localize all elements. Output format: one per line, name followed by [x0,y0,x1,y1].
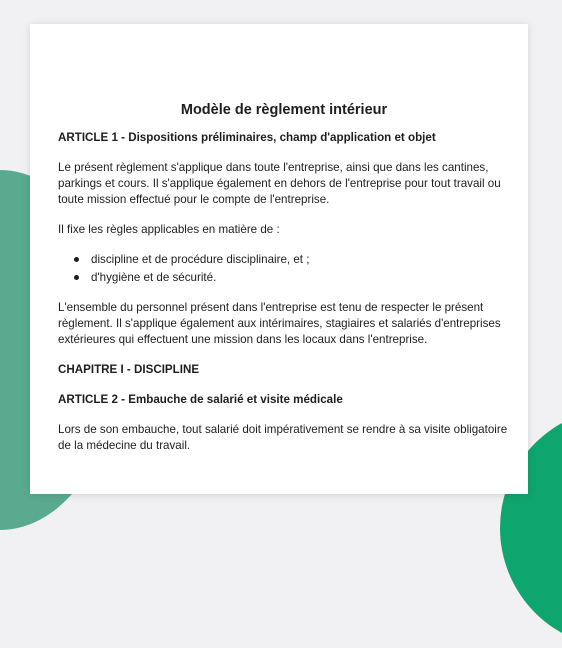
article1-paragraph-3: L'ensemble du personnel présent dans l'entreprise est tenu de respecter le présent règlement. Il s'applique également aux intérimaires, stagiaires et salariés d'entreprises extérieures qui effectuent une mission dans les locaux dans l'entreprise. [58,301,501,346]
list-item-text: d'hygiène et de sécurité. [91,271,217,284]
document-title: Modèle de règlement intérieur [180,102,388,118]
article1-paragraph-2: Il fixe les règles applicables en matière de : [58,223,280,236]
article1-heading: ARTICLE 1 - Dispositions préliminaires, champ d'application et objet [58,131,436,144]
article1-paragraph-1: Le présent règlement s'applique dans toute l'entreprise, ainsi que dans les cantines, parkings et cours. Il s'applique également en dehors de l'entreprise pour tout travail ou toute mission effectué pour le compte de l'entreprise. [58,161,501,206]
article2-paragraph-1: Lors de son embauche, tout salarié doit impérativement se rendre à sa visite obligatoire de la médecine du travail. [58,423,508,452]
article2-heading: ARTICLE 2 - Embauche de salarié et visite médicale [58,393,343,406]
article1-list [58,252,510,286]
bullet-icon [74,275,79,280]
list-item-text: discipline et de procédure disciplinaire, et ; [91,253,310,266]
document-page [30,24,528,494]
document-content [58,101,510,468]
chapter1-heading: CHAPITRE I - DISCIPLINE [58,363,200,376]
list-item [58,270,510,286]
bullet-icon [74,257,79,262]
list-item [58,252,510,268]
